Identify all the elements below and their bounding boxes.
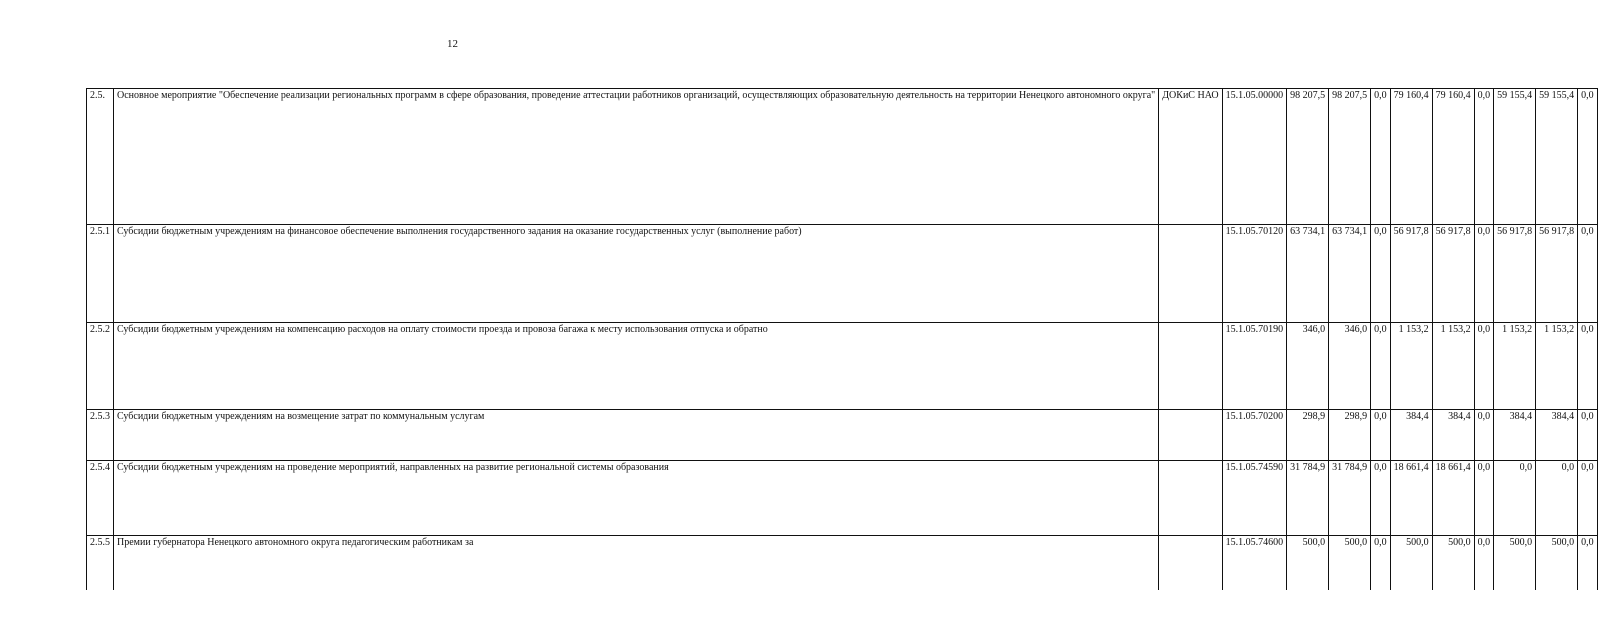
amount-cell: 56 917,8 [1432, 225, 1474, 323]
amount-cell: 98 207,5 [1329, 89, 1371, 225]
amount-cell: 98 207,5 [1287, 89, 1329, 225]
table-row [87, 461, 1598, 536]
budget-code-cell: 15.1.05.74600 [1222, 536, 1287, 590]
amount-cell: 0,0 [1474, 225, 1494, 323]
activity-name-cell: Субсидии бюджетным учреждениям на возмещение затрат по коммунальным услугам [114, 410, 1159, 461]
amount-cell: 346,0 [1287, 323, 1329, 410]
amount-cell: 0,0 [1474, 323, 1494, 410]
budget-code-cell: 15.1.05.00000 [1222, 89, 1287, 225]
amount-cell: 1 153,2 [1390, 323, 1432, 410]
amount-cell: 31 784,9 [1287, 461, 1329, 536]
amount-cell: 1 153,2 [1432, 323, 1474, 410]
amount-cell: 384,4 [1536, 410, 1578, 461]
amount-cell: 0,0 [1474, 410, 1494, 461]
amount-cell: 0,0 [1536, 461, 1578, 536]
table-body [87, 89, 1598, 590]
executor-cell [1159, 323, 1222, 410]
table-row [87, 323, 1598, 410]
amount-cell: 1 153,2 [1494, 323, 1536, 410]
amount-cell: 0,0 [1578, 461, 1598, 536]
amount-cell: 500,0 [1287, 536, 1329, 590]
amount-cell: 500,0 [1432, 536, 1474, 590]
budget-code-cell: 15.1.05.70120 [1222, 225, 1287, 323]
amount-cell: 0,0 [1371, 536, 1391, 590]
amount-cell: 59 155,4 [1494, 89, 1536, 225]
page-number: 12 [447, 38, 458, 50]
amount-cell: 0,0 [1578, 323, 1598, 410]
activity-name-cell: Основное мероприятие "Обеспечение реализации региональных программ в сфере образования, проведение аттестации работников организаций, осуществляющих образовательную деятельность на территории Ненецкого автономного округа" [114, 89, 1159, 225]
amount-cell: 384,4 [1432, 410, 1474, 461]
amount-cell: 56 917,8 [1390, 225, 1432, 323]
table-row [87, 225, 1598, 323]
executor-cell [1159, 410, 1222, 461]
activity-name-cell: Премии губернатора Ненецкого автономного округа педагогическим работникам за [114, 536, 1159, 590]
activity-name-cell: Субсидии бюджетным учреждениям на проведение мероприятий, направленных на развитие региональной системы образования [114, 461, 1159, 536]
table-row [87, 410, 1598, 461]
amount-cell: 18 661,4 [1432, 461, 1474, 536]
amount-cell: 56 917,8 [1494, 225, 1536, 323]
amount-cell: 298,9 [1329, 410, 1371, 461]
executor-cell [1159, 536, 1222, 590]
amount-cell: 0,0 [1371, 225, 1391, 323]
amount-cell: 0,0 [1371, 323, 1391, 410]
activity-name-cell: Субсидии бюджетным учреждениям на компенсацию расходов на оплату стоимости проезда и провоза багажа к месту использования отпуска и обратно [114, 323, 1159, 410]
amount-cell: 500,0 [1390, 536, 1432, 590]
amount-cell: 63 734,1 [1287, 225, 1329, 323]
amount-cell: 1 153,2 [1536, 323, 1578, 410]
amount-cell: 0,0 [1578, 225, 1598, 323]
amount-cell: 31 784,9 [1329, 461, 1371, 536]
amount-cell: 500,0 [1329, 536, 1371, 590]
row-number-cell: 2.5.4 [87, 461, 114, 536]
row-number-cell: 2.5.5 [87, 536, 114, 590]
executor-cell [1159, 225, 1222, 323]
activity-name-cell: Субсидии бюджетным учреждениям на финансовое обеспечение выполнения государственного задания на оказание государственных услуг (выполнение работ) [114, 225, 1159, 323]
amount-cell: 0,0 [1578, 410, 1598, 461]
amount-cell: 500,0 [1494, 536, 1536, 590]
row-number-cell: 2.5. [87, 89, 114, 225]
amount-cell: 384,4 [1494, 410, 1536, 461]
amount-cell: 384,4 [1390, 410, 1432, 461]
budget-table [86, 88, 1598, 590]
budget-code-cell: 15.1.05.70190 [1222, 323, 1287, 410]
amount-cell: 18 661,4 [1390, 461, 1432, 536]
amount-cell: 0,0 [1474, 461, 1494, 536]
amount-cell: 298,9 [1287, 410, 1329, 461]
row-number-cell: 2.5.3 [87, 410, 114, 461]
amount-cell: 56 917,8 [1536, 225, 1578, 323]
executor-cell [1159, 461, 1222, 536]
amount-cell: 79 160,4 [1390, 89, 1432, 225]
amount-cell: 0,0 [1474, 536, 1494, 590]
amount-cell: 79 160,4 [1432, 89, 1474, 225]
row-number-cell: 2.5.2 [87, 323, 114, 410]
amount-cell: 0,0 [1474, 89, 1494, 225]
amount-cell: 0,0 [1578, 89, 1598, 225]
amount-cell: 0,0 [1578, 536, 1598, 590]
budget-code-cell: 15.1.05.70200 [1222, 410, 1287, 461]
amount-cell: 0,0 [1371, 410, 1391, 461]
amount-cell: 0,0 [1371, 89, 1391, 225]
budget-code-cell: 15.1.05.74590 [1222, 461, 1287, 536]
amount-cell: 59 155,4 [1536, 89, 1578, 225]
amount-cell: 346,0 [1329, 323, 1371, 410]
table-row [87, 536, 1598, 590]
amount-cell: 500,0 [1536, 536, 1578, 590]
amount-cell: 63 734,1 [1329, 225, 1371, 323]
row-number-cell: 2.5.1 [87, 225, 114, 323]
table-row [87, 89, 1598, 225]
executor-cell: ДОКиС НАО [1159, 89, 1222, 225]
amount-cell: 0,0 [1371, 461, 1391, 536]
amount-cell: 0,0 [1494, 461, 1536, 536]
